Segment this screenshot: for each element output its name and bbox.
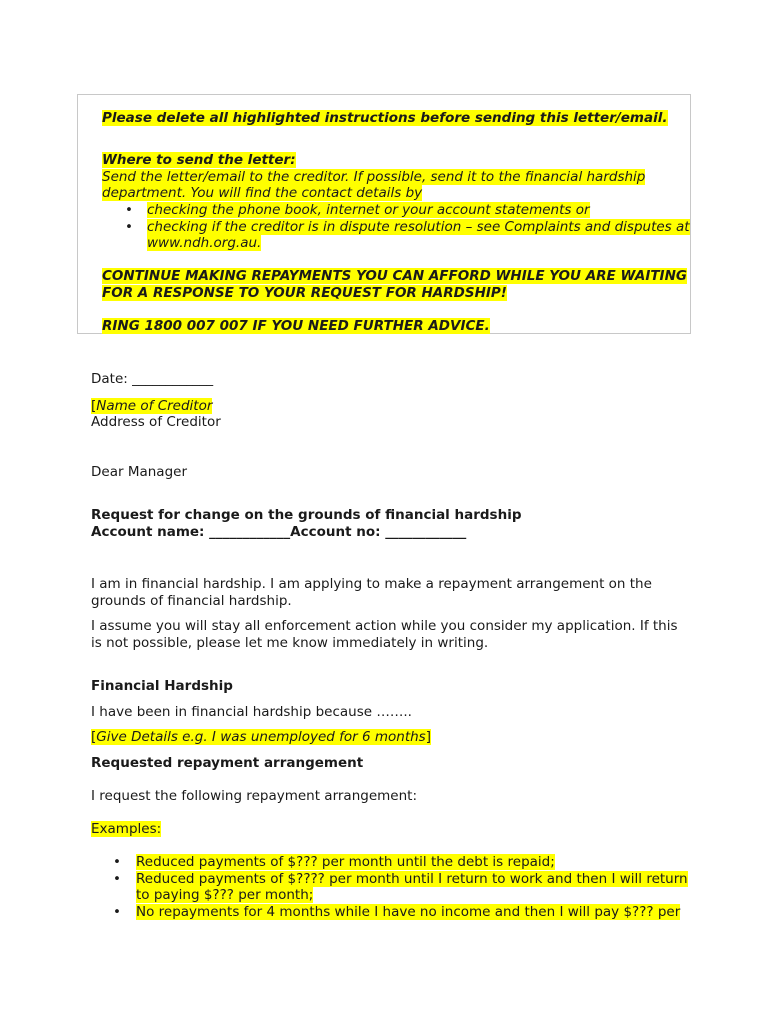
bracket-open: [	[91, 397, 97, 414]
subject-line-1: Request for change on the grounds of financial hardship	[91, 507, 522, 524]
bullet-mark: •	[113, 904, 121, 921]
delete-note: Please delete all highlighted instructions before sending this letter/email.	[102, 110, 668, 126]
instruction-bullet	[102, 202, 712, 219]
paragraph-2-line-2: is not possible, please let me know immediately in writing.	[91, 634, 489, 651]
example-text-continued: to paying $??? per month;	[136, 887, 314, 904]
bullet-text: checking the phone book, internet or your account statements or	[147, 201, 590, 218]
bullet-mark: •	[113, 870, 121, 887]
bullet-mark: •	[125, 201, 133, 218]
bullet-text-link: www.ndh.org.au.	[147, 235, 262, 252]
list-item	[91, 871, 711, 904]
paragraph-2-line-1: I assume you will stay all enforcement action while you consider my application. If this	[91, 618, 678, 635]
examples-list	[91, 854, 711, 920]
example-text: No repayments for 4 months while I have no income and then I will pay $??? per	[136, 904, 681, 921]
creditor-name: Name of Creditor	[96, 397, 213, 414]
bullet-mark: •	[113, 854, 121, 871]
example-text: Reduced payments of $??? per month until the debt is repaid;	[136, 854, 555, 871]
where-text-line-1: Send the letter/email to the creditor. If possible, send it to the financial hardship	[102, 168, 646, 185]
instructions-block	[102, 110, 712, 335]
details-bracket-open: [	[91, 729, 97, 746]
continue-line-1: CONTINUE MAKING REPAYMENTS YOU CAN AFFORD WHILE YOU ARE WAITING	[102, 268, 687, 285]
repayment-heading: Requested repayment arrangement	[91, 754, 364, 771]
list-item	[91, 904, 711, 921]
bullet-mark: •	[125, 218, 133, 235]
list-item	[91, 854, 711, 871]
hardship-text: I have been in financial hardship because ……..	[91, 703, 412, 720]
paragraph-1-line-1: I am in financial hardship. I am applying to make a repayment arrangement on the	[91, 575, 652, 592]
hardship-heading: Financial Hardship	[91, 677, 233, 694]
continue-line-2: FOR A RESPONSE TO YOUR REQUEST FOR HARDSHIP!	[102, 284, 507, 301]
bullet-text: checking if the creditor is in dispute resolution – see Complaints and disputes at	[147, 218, 690, 235]
subject-line-2: Account name: ____________Account no: ____________	[91, 523, 467, 540]
instruction-bullet	[102, 219, 712, 252]
where-text-line-2: department. You will find the contact details by	[102, 185, 423, 202]
details-text: Give Details e.g. I was unemployed for 6 months	[96, 729, 426, 746]
examples-label: Examples:	[91, 821, 162, 838]
details-bracket-close: ]	[425, 729, 432, 746]
salutation: Dear Manager	[91, 463, 187, 480]
paragraph-1-line-2: grounds of financial hardship.	[91, 592, 292, 609]
where-heading: Where to send the letter:	[102, 152, 296, 169]
example-text: Reduced payments of $???? per month until I return to work and then I will return	[136, 870, 688, 887]
date-line: Date: ____________	[91, 371, 214, 387]
ring-advice: RING 1800 007 007 IF YOU NEED FURTHER ADVICE.	[102, 318, 490, 335]
letter-body	[91, 371, 711, 921]
repayment-text: I request the following repayment arrangement:	[91, 787, 417, 804]
creditor-address: Address of Creditor	[91, 414, 221, 431]
